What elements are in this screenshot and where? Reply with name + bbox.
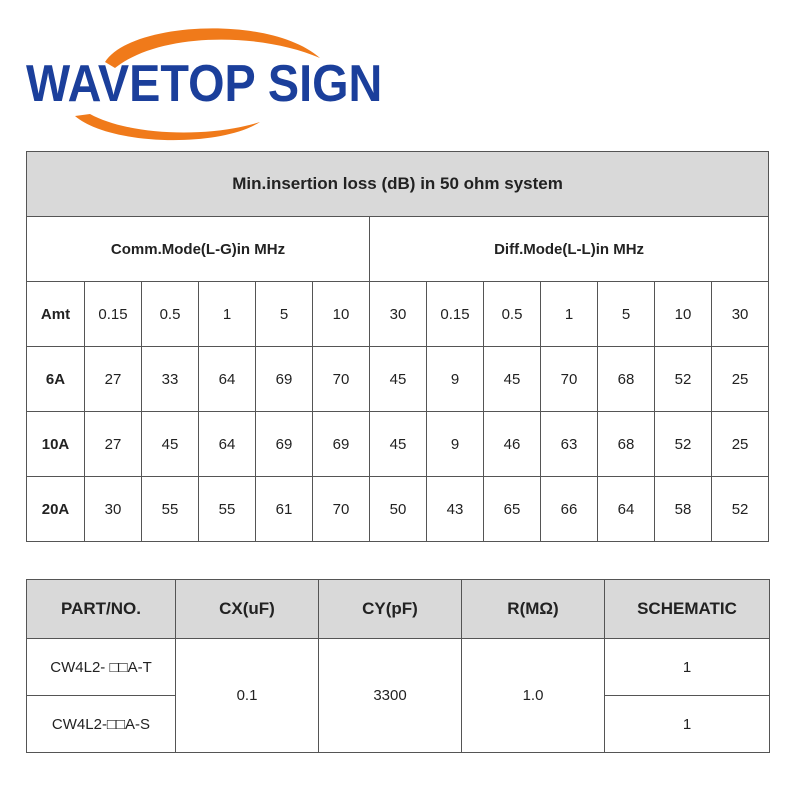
table-cell: 69	[256, 347, 313, 412]
table-cell: 52	[712, 477, 769, 542]
table-row	[27, 639, 770, 696]
table-cell: 0.5	[484, 282, 541, 347]
table-cell: 0.15	[85, 282, 142, 347]
header-schematic: SCHEMATIC	[605, 580, 770, 639]
header-r: R(MΩ)	[462, 580, 605, 639]
row-label: Amt	[27, 282, 85, 347]
r-value: 1.0	[462, 639, 605, 753]
table-cell: 25	[712, 347, 769, 412]
cx-value: 0.1	[176, 639, 319, 753]
table-cell: 1	[199, 282, 256, 347]
table-cell: 30	[370, 282, 427, 347]
table-cell: 30	[712, 282, 769, 347]
table-row	[27, 412, 769, 477]
insertion-loss-table	[26, 151, 769, 542]
schematic-value: 1	[605, 639, 770, 696]
table-cell: 43	[427, 477, 484, 542]
table-cell: 68	[598, 347, 655, 412]
table-cell: 64	[598, 477, 655, 542]
table-cell: 66	[541, 477, 598, 542]
table-cell: 64	[199, 412, 256, 477]
parts-table	[26, 579, 770, 753]
header-cx: CX(uF)	[176, 580, 319, 639]
table-cell: 55	[199, 477, 256, 542]
schematic-value: 1	[605, 696, 770, 753]
table-cell: 68	[598, 412, 655, 477]
table-cell: 63	[541, 412, 598, 477]
table-cell: 9	[427, 412, 484, 477]
table-cell: 9	[427, 347, 484, 412]
table-cell: 70	[313, 347, 370, 412]
table-row	[27, 282, 769, 347]
header-cy: CY(pF)	[319, 580, 462, 639]
table-cell: 33	[142, 347, 199, 412]
table-cell: 45	[370, 347, 427, 412]
table-cell: 52	[655, 412, 712, 477]
table-row	[27, 477, 769, 542]
table-cell: 45	[142, 412, 199, 477]
comm-mode-header: Comm.Mode(L-G)in MHz	[27, 217, 370, 282]
table-cell: 0.5	[142, 282, 199, 347]
table-cell: 69	[256, 412, 313, 477]
table-cell: 5	[256, 282, 313, 347]
table-cell: 10	[313, 282, 370, 347]
brand-name: WAVETOP SIGN	[26, 55, 383, 113]
table-cell: 70	[313, 477, 370, 542]
table-cell: 0.15	[427, 282, 484, 347]
table-cell: 27	[85, 347, 142, 412]
row-label: 10A	[27, 412, 85, 477]
table-cell: 70	[541, 347, 598, 412]
table-cell: 55	[142, 477, 199, 542]
table-cell: 5	[598, 282, 655, 347]
table-row	[27, 347, 769, 412]
table-cell: 61	[256, 477, 313, 542]
part-number: CW4L2- □□A-T	[27, 639, 176, 696]
row-label: 6A	[27, 347, 85, 412]
table-cell: 58	[655, 477, 712, 542]
table-cell: 10	[655, 282, 712, 347]
diff-mode-header: Diff.Mode(L-L)in MHz	[370, 217, 769, 282]
table-cell: 46	[484, 412, 541, 477]
table-cell: 50	[370, 477, 427, 542]
table-cell: 27	[85, 412, 142, 477]
table-cell: 69	[313, 412, 370, 477]
table-title: Min.insertion loss (dB) in 50 ohm system	[27, 152, 769, 217]
table-cell: 65	[484, 477, 541, 542]
part-number: CW4L2-□□A-S	[27, 696, 176, 753]
table-cell: 45	[484, 347, 541, 412]
header-part-no: PART/NO.	[27, 580, 176, 639]
row-label: 20A	[27, 477, 85, 542]
table-cell: 25	[712, 412, 769, 477]
table-cell: 52	[655, 347, 712, 412]
brand-logo	[20, 18, 383, 148]
cy-value: 3300	[319, 639, 462, 753]
table-cell: 64	[199, 347, 256, 412]
table-cell: 30	[85, 477, 142, 542]
table-cell: 45	[370, 412, 427, 477]
table-cell: 1	[541, 282, 598, 347]
